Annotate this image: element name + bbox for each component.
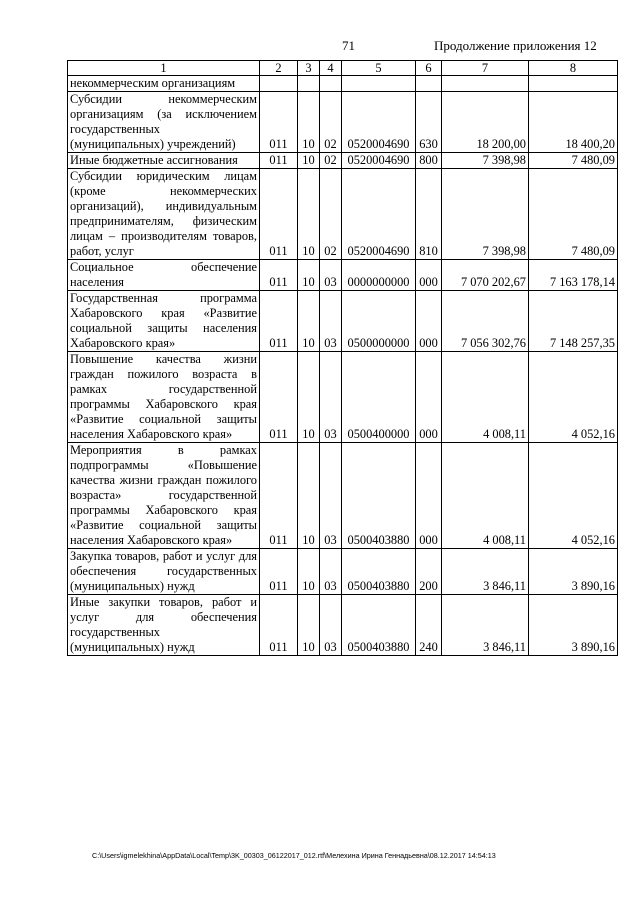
cell-section: 10 bbox=[298, 260, 320, 291]
table-header-row bbox=[68, 61, 618, 76]
cell-amount-2: 3 890,16 bbox=[529, 595, 618, 656]
cell-section: 10 bbox=[298, 595, 320, 656]
row-name: некоммерческим организациям bbox=[68, 76, 260, 92]
cell-amount-2: 4 052,16 bbox=[529, 443, 618, 549]
row-name: Государственная программа Хабаровского края «Развитие социальной защиты населения Хабаровского края» bbox=[68, 291, 260, 352]
cell-amount-2: 3 890,16 bbox=[529, 549, 618, 595]
table-row bbox=[68, 260, 618, 291]
cell-expense-type: 630 bbox=[416, 92, 442, 153]
table-row bbox=[68, 92, 618, 153]
cell-ministry-code: 011 bbox=[260, 92, 298, 153]
table-row bbox=[68, 291, 618, 352]
cell-subsection: 03 bbox=[320, 352, 342, 443]
page-number: 71 bbox=[342, 38, 355, 53]
cell-ministry-code bbox=[260, 76, 298, 92]
cell-amount-1: 3 846,11 bbox=[442, 595, 529, 656]
cell-ministry-code: 011 bbox=[260, 291, 298, 352]
cell-subsection: 03 bbox=[320, 595, 342, 656]
cell-section bbox=[298, 76, 320, 92]
cell-expense-type bbox=[416, 76, 442, 92]
cell-section: 10 bbox=[298, 92, 320, 153]
cell-expense-type: 000 bbox=[416, 260, 442, 291]
cell-target-article: 0500000000 bbox=[342, 291, 416, 352]
cell-target-article: 0500403880 bbox=[342, 549, 416, 595]
cell-ministry-code: 011 bbox=[260, 260, 298, 291]
cell-amount-1 bbox=[442, 76, 529, 92]
cell-ministry-code: 011 bbox=[260, 352, 298, 443]
cell-ministry-code: 011 bbox=[260, 549, 298, 595]
cell-target-article bbox=[342, 76, 416, 92]
cell-section: 10 bbox=[298, 153, 320, 169]
cell-amount-1: 4 008,11 bbox=[442, 443, 529, 549]
cell-ministry-code: 011 bbox=[260, 169, 298, 260]
cell-ministry-code: 011 bbox=[260, 443, 298, 549]
cell-ministry-code: 011 bbox=[260, 595, 298, 656]
row-name: Иные бюджетные ассигнования bbox=[68, 153, 260, 169]
row-name: Мероприятия в рамках подпрограммы «Повышение качества жизни граждан пожилого возраста» государственной программы Хабаровского края «Развитие социальной защиты населения Хабаровского края» bbox=[68, 443, 260, 549]
column-header: 8 bbox=[529, 61, 618, 76]
cell-amount-1: 3 846,11 bbox=[442, 549, 529, 595]
cell-expense-type: 800 bbox=[416, 153, 442, 169]
cell-subsection bbox=[320, 76, 342, 92]
cell-target-article: 0520004690 bbox=[342, 92, 416, 153]
cell-section: 10 bbox=[298, 549, 320, 595]
cell-amount-1: 7 056 302,76 bbox=[442, 291, 529, 352]
cell-expense-type: 810 bbox=[416, 169, 442, 260]
cell-expense-type: 200 bbox=[416, 549, 442, 595]
cell-target-article: 0000000000 bbox=[342, 260, 416, 291]
column-header: 6 bbox=[416, 61, 442, 76]
cell-amount-1: 7 070 202,67 bbox=[442, 260, 529, 291]
row-name: Социальное обеспечение населения bbox=[68, 260, 260, 291]
cell-amount-2: 7 163 178,14 bbox=[529, 260, 618, 291]
row-name: Закупка товаров, работ и услуг для обеспечения государственных (муниципальных) нужд bbox=[68, 549, 260, 595]
cell-section: 10 bbox=[298, 169, 320, 260]
footer-file-path: C:\Users\igmelekhina\AppData\Local\Temp\3K_00303_06122017_012.rtf\Мелехина Ирина Геннадьевна\08.12.2017 14:54:13 bbox=[92, 851, 496, 860]
cell-expense-type: 000 bbox=[416, 352, 442, 443]
table-row bbox=[68, 443, 618, 549]
table-row bbox=[68, 549, 618, 595]
cell-subsection: 03 bbox=[320, 549, 342, 595]
cell-expense-type: 000 bbox=[416, 291, 442, 352]
cell-amount-2: 7 480,09 bbox=[529, 169, 618, 260]
column-header: 1 bbox=[68, 61, 260, 76]
column-header: 4 bbox=[320, 61, 342, 76]
table-row bbox=[68, 352, 618, 443]
row-name: Субсидии юридическим лицам (кроме некоммерческих организаций), индивидуальным предпринимателям, физическим лицам – производителям товаров, работ, услуг bbox=[68, 169, 260, 260]
budget-table bbox=[67, 60, 618, 656]
cell-target-article: 0520004690 bbox=[342, 153, 416, 169]
cell-amount-2: 18 400,20 bbox=[529, 92, 618, 153]
cell-section: 10 bbox=[298, 443, 320, 549]
cell-section: 10 bbox=[298, 352, 320, 443]
column-header: 5 bbox=[342, 61, 416, 76]
appendix-continuation-label: Продолжение приложения 12 bbox=[434, 38, 597, 53]
cell-amount-2: 7 480,09 bbox=[529, 153, 618, 169]
cell-target-article: 0500400000 bbox=[342, 352, 416, 443]
table-row bbox=[68, 169, 618, 260]
cell-target-article: 0500403880 bbox=[342, 443, 416, 549]
table-row bbox=[68, 153, 618, 169]
cell-target-article: 0520004690 bbox=[342, 169, 416, 260]
column-header: 7 bbox=[442, 61, 529, 76]
cell-subsection: 03 bbox=[320, 260, 342, 291]
column-header: 2 bbox=[260, 61, 298, 76]
cell-amount-1: 7 398,98 bbox=[442, 169, 529, 260]
cell-section: 10 bbox=[298, 291, 320, 352]
cell-subsection: 03 bbox=[320, 291, 342, 352]
cell-subsection: 02 bbox=[320, 92, 342, 153]
cell-amount-2: 7 148 257,35 bbox=[529, 291, 618, 352]
cell-subsection: 02 bbox=[320, 169, 342, 260]
cell-amount-2 bbox=[529, 76, 618, 92]
cell-expense-type: 000 bbox=[416, 443, 442, 549]
cell-amount-1: 4 008,11 bbox=[442, 352, 529, 443]
cell-expense-type: 240 bbox=[416, 595, 442, 656]
row-name: Иные закупки товаров, работ и услуг для обеспечения государственных (муниципальных) нужд bbox=[68, 595, 260, 656]
cell-amount-2: 4 052,16 bbox=[529, 352, 618, 443]
cell-amount-1: 18 200,00 bbox=[442, 92, 529, 153]
cell-subsection: 03 bbox=[320, 443, 342, 549]
cell-target-article: 0500403880 bbox=[342, 595, 416, 656]
table-row bbox=[68, 76, 618, 92]
cell-ministry-code: 011 bbox=[260, 153, 298, 169]
cell-amount-1: 7 398,98 bbox=[442, 153, 529, 169]
column-header: 3 bbox=[298, 61, 320, 76]
table-row bbox=[68, 595, 618, 656]
row-name: Повышение качества жизни граждан пожилого возраста в рамках государственной программы Хабаровского края «Развитие социальной защиты населения Хабаровского края» bbox=[68, 352, 260, 443]
cell-subsection: 02 bbox=[320, 153, 342, 169]
row-name: Субсидии некоммерческим организациям (за исключением государственных (муниципальных) учреждений) bbox=[68, 92, 260, 153]
